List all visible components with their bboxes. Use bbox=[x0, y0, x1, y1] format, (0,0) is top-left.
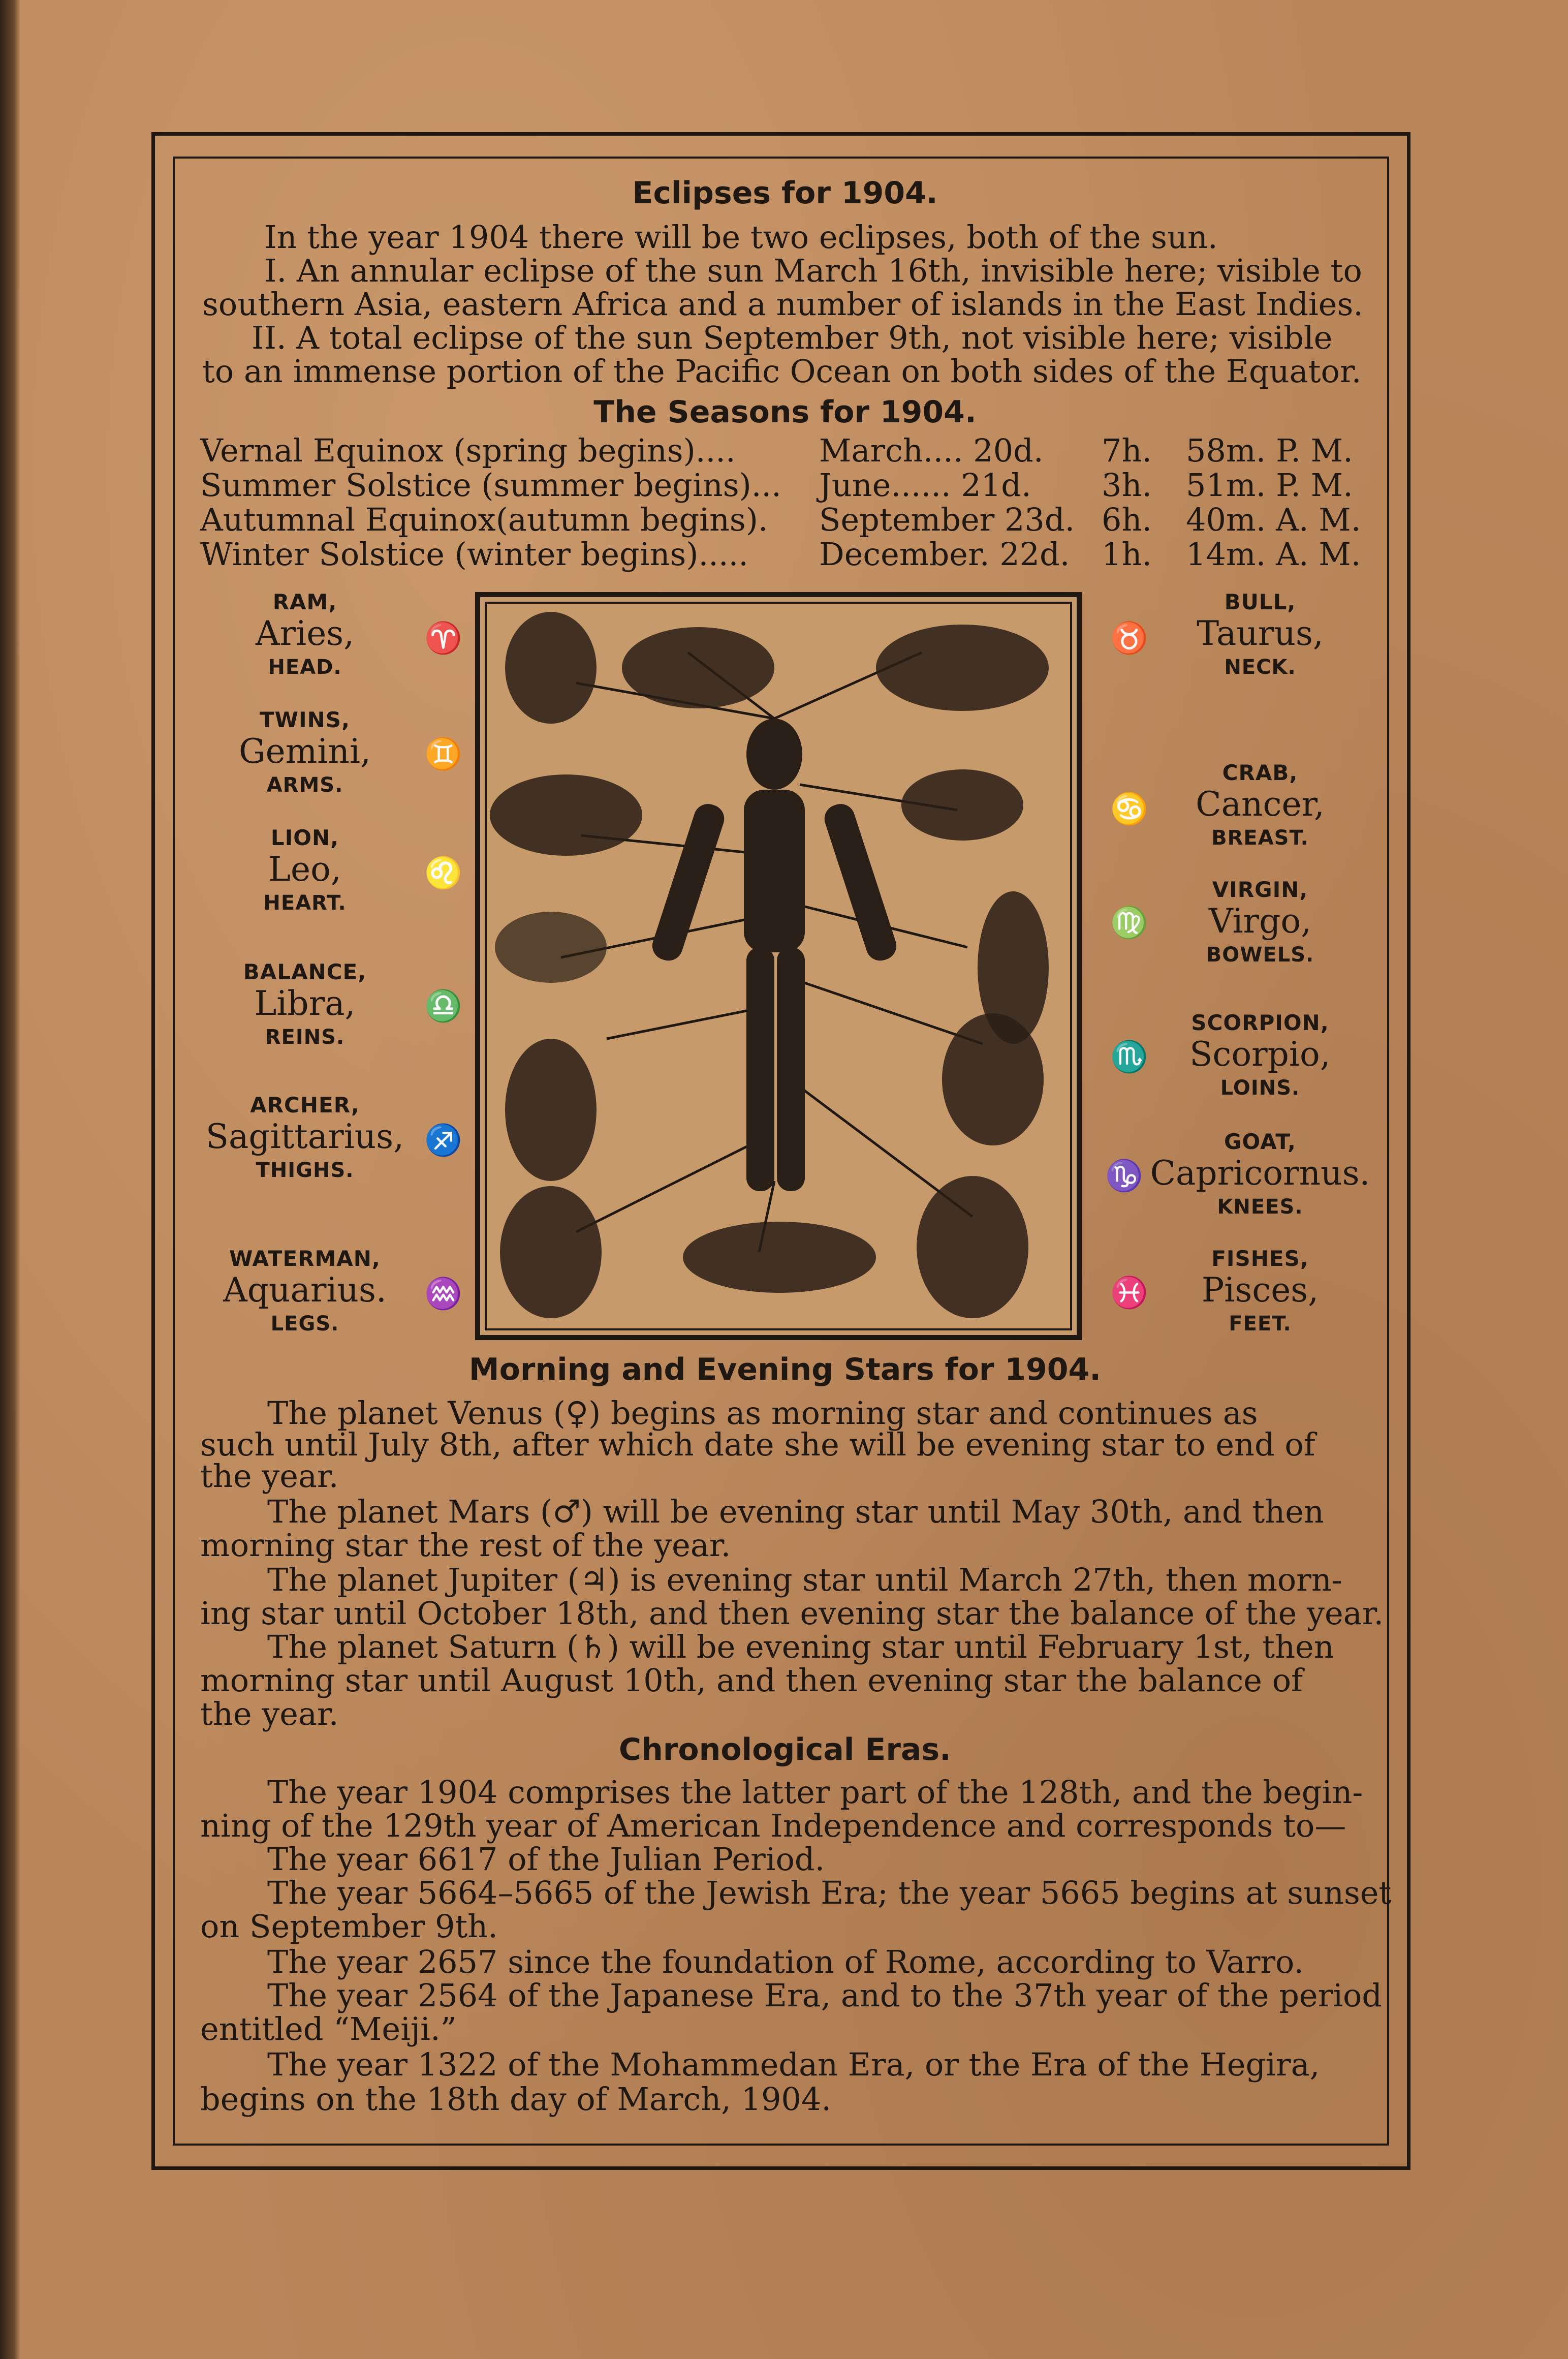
stars-line: The planet Jupiter (♃) is evening star until March 27th, then morn- bbox=[267, 1561, 1342, 1598]
zodiac-body-part: LEGS. bbox=[270, 1312, 339, 1336]
eras-line: The year 5664–5665 of the Jewish Era; the year 5665 begins at sunset bbox=[267, 1874, 1392, 1911]
stars-line: morning star the rest of the year. bbox=[200, 1527, 731, 1564]
stars-line: ing star until October 18th, and then evening star the balance of the year. bbox=[200, 1595, 1384, 1632]
zodiac-name: SCORPION, bbox=[1191, 1010, 1329, 1035]
season-hour: 6h. bbox=[1102, 501, 1152, 538]
zodiac-body-part: REINS. bbox=[265, 1026, 345, 1049]
eras-line: The year 2564 of the Japanese Era, and to the 37th year of the period bbox=[267, 1977, 1383, 2014]
capricorn-sign-icon: ♑ bbox=[1105, 1158, 1143, 1194]
eclipses-line: to an immense portion of the Pacific Ocean on both sides of the Equator. bbox=[202, 353, 1362, 390]
season-event: Summer Solstice (summer begins)... bbox=[200, 467, 781, 504]
zodiac-body-part: BOWELS. bbox=[1206, 943, 1314, 967]
zodiac-name: LION, bbox=[270, 825, 339, 850]
zodiac-latin: Aries, bbox=[255, 614, 355, 653]
zodiac-man-woodcut bbox=[475, 592, 1082, 1341]
eras-line: entitled “Meiji.” bbox=[200, 2010, 457, 2047]
season-event: Vernal Equinox (spring begins).... bbox=[200, 432, 736, 469]
zodiac-latin: Virgo, bbox=[1208, 902, 1312, 941]
zodiac-body-part: KNEES. bbox=[1217, 1195, 1303, 1219]
eras-line: The year 2657 since the foundation of Rome, according to Varro. bbox=[267, 1943, 1304, 1980]
stars-line: The planet Venus (♀) begins as morning star and continues as bbox=[267, 1394, 1258, 1432]
zodiac-name: TWINS, bbox=[260, 707, 350, 732]
stars-line: such until July 8th, after which date she will be evening star to end of bbox=[200, 1426, 1315, 1463]
stars-line: The planet Saturn (♄) will be evening star until February 1st, then bbox=[267, 1628, 1334, 1665]
zodiac-name: ARCHER, bbox=[250, 1093, 360, 1118]
eras-line: ning of the 129th year of American Independence and corresponds to— bbox=[200, 1807, 1346, 1844]
eras-line: The year 1322 of the Mohammedan Era, or the Era of the Hegira, bbox=[267, 2046, 1320, 2083]
sagittarius-sign-icon: ♐ bbox=[424, 1123, 462, 1158]
scorpio-sign-icon: ♏ bbox=[1110, 1039, 1148, 1075]
zodiac-latin: Capricornus. bbox=[1150, 1154, 1370, 1193]
zodiac-name: CRAB, bbox=[1222, 760, 1298, 785]
zodiac-body-part: FEET. bbox=[1229, 1312, 1292, 1336]
stars-line: morning star until August 10th, and then evening star the balance of bbox=[200, 1662, 1303, 1699]
zodiac-latin: Pisces, bbox=[1201, 1270, 1319, 1310]
zodiac-name: BULL, bbox=[1224, 589, 1296, 614]
zodiac-latin: Taurus, bbox=[1197, 614, 1324, 653]
eclipses-line: I. An annular eclipse of the sun March 16th, invisible here; visible to bbox=[264, 252, 1362, 289]
season-event: Winter Solstice (winter begins)..... bbox=[200, 536, 749, 573]
eclipses-line: southern Asia, eastern Africa and a number of islands in the East Indies. bbox=[202, 286, 1363, 323]
zodiac-body-part: NECK. bbox=[1224, 656, 1296, 679]
zodiac-name: WATERMAN, bbox=[229, 1246, 381, 1271]
aquarius-sign-icon: ♒ bbox=[424, 1276, 462, 1312]
eras-line: begins on the 18th day of March, 1904. bbox=[200, 2081, 832, 2118]
season-date: June...... 21d. bbox=[819, 467, 1031, 504]
season-hour: 7h. bbox=[1102, 432, 1152, 469]
pisces-sign-icon: ♓ bbox=[1110, 1275, 1148, 1311]
seasons-heading: The Seasons for 1904. bbox=[593, 394, 977, 430]
eclipses-line: In the year 1904 there will be two eclipses, both of the sun. bbox=[264, 219, 1218, 256]
season-hour: 3h. bbox=[1102, 467, 1152, 504]
cancer-sign-icon: ♋ bbox=[1110, 791, 1148, 827]
zodiac-latin: Scorpio, bbox=[1189, 1035, 1331, 1074]
zodiac-body-part: LOINS. bbox=[1220, 1076, 1300, 1100]
zodiac-name: RAM, bbox=[272, 589, 337, 614]
season-minute: 51m. P. M. bbox=[1186, 467, 1353, 504]
zodiac-body-part: HEAD. bbox=[268, 656, 342, 679]
season-event: Autumnal Equinox(autumn begins). bbox=[200, 501, 768, 538]
season-minute: 40m. A. M. bbox=[1186, 501, 1361, 538]
book-spine-shadow bbox=[0, 0, 20, 2359]
zodiac-latin: Sagittarius, bbox=[205, 1117, 404, 1156]
leo-sign-icon: ♌ bbox=[424, 855, 462, 891]
zodiac-latin: Libra, bbox=[254, 984, 356, 1023]
stars-line: the year. bbox=[200, 1695, 339, 1732]
season-hour: 1h. bbox=[1102, 536, 1152, 573]
libra-sign-icon: ♎ bbox=[424, 988, 462, 1024]
eclipses-heading: Eclipses for 1904. bbox=[632, 175, 938, 211]
zodiac-name: BALANCE, bbox=[243, 959, 367, 984]
season-date: March.... 20d. bbox=[819, 432, 1044, 469]
zodiac-name: GOAT, bbox=[1224, 1129, 1296, 1154]
season-date: December. 22d. bbox=[819, 536, 1070, 573]
eras-line: The year 6617 of the Julian Period. bbox=[267, 1841, 825, 1878]
season-minute: 14m. A. M. bbox=[1186, 536, 1361, 573]
stars-heading: Morning and Evening Stars for 1904. bbox=[468, 1352, 1102, 1387]
season-date: September 23d. bbox=[819, 501, 1075, 538]
zodiac-name: VIRGIN, bbox=[1212, 877, 1308, 902]
zodiac-body-part: HEART. bbox=[263, 891, 347, 915]
gemini-sign-icon: ♊ bbox=[424, 736, 462, 772]
zodiac-latin: Gemini, bbox=[238, 732, 371, 771]
stars-line: the year. bbox=[200, 1457, 339, 1495]
eras-heading: Chronological Eras. bbox=[619, 1732, 951, 1767]
zodiac-body-part: BREAST. bbox=[1211, 826, 1309, 850]
aries-sign-icon: ♈ bbox=[424, 620, 462, 656]
season-minute: 58m. P. M. bbox=[1186, 432, 1353, 469]
zodiac-body-part: ARMS. bbox=[266, 773, 343, 797]
zodiac-name: FISHES, bbox=[1211, 1246, 1309, 1271]
zodiac-latin: Aquarius. bbox=[223, 1270, 387, 1310]
virgo-sign-icon: ♍ bbox=[1110, 905, 1148, 941]
eclipses-line: II. A total eclipse of the sun September 9th, not visible here; visible bbox=[252, 319, 1333, 356]
zodiac-body-part: THIGHS. bbox=[256, 1159, 354, 1182]
stars-line: The planet Mars (♂) will be evening star until May 30th, and then bbox=[267, 1493, 1324, 1530]
zodiac-latin: Leo, bbox=[268, 850, 341, 889]
taurus-sign-icon: ♉ bbox=[1110, 620, 1148, 656]
eras-line: The year 1904 comprises the latter part of the 128th, and the begin- bbox=[267, 1774, 1363, 1811]
eras-line: on September 9th. bbox=[200, 1908, 498, 1945]
zodiac-latin: Cancer, bbox=[1196, 785, 1325, 824]
